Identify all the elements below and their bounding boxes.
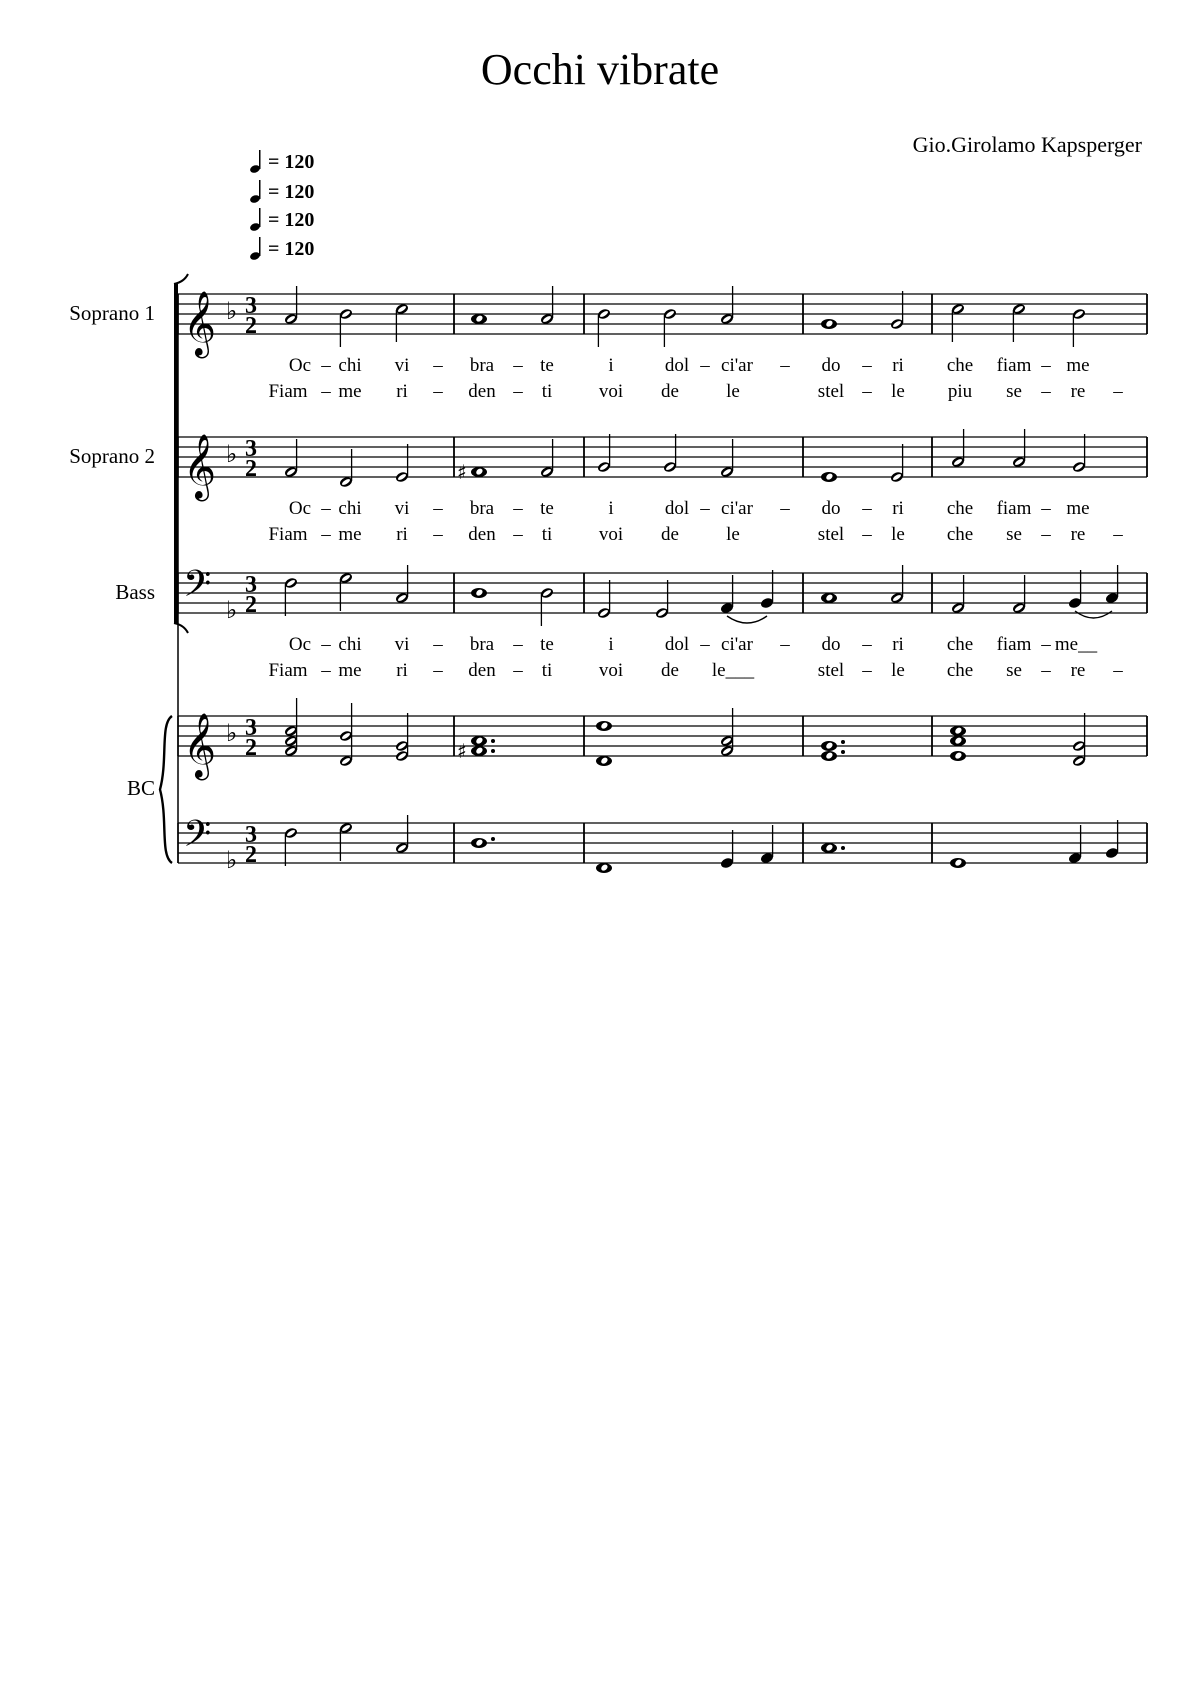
lyric-syllable: che — [946, 524, 974, 545]
lyric-syllable: – — [1113, 381, 1123, 402]
lyric-syllable: vi — [394, 355, 410, 376]
instrument-label-soprano1: Soprano 1 — [69, 301, 155, 325]
lyric-syllable: chi — [338, 634, 362, 655]
note — [284, 286, 299, 325]
lyric-syllable: fiam — [996, 498, 1032, 519]
lyric-syllable: den — [468, 381, 496, 402]
lyric-syllable: den — [468, 524, 496, 545]
bass-clef-icon: 𝄢 — [183, 563, 212, 614]
note — [395, 565, 410, 604]
lyric-syllable: dol — [664, 498, 690, 519]
lyric-syllable: de — [661, 381, 679, 402]
lyric-syllable: te — [540, 634, 554, 655]
lyric-syllable: – — [1041, 381, 1051, 402]
note — [284, 698, 299, 757]
lyric-syllable: – — [780, 634, 790, 655]
note — [284, 827, 299, 866]
staff-bc_bass — [178, 813, 1147, 874]
note — [395, 444, 410, 483]
flat-icon: ♭ — [226, 297, 238, 325]
note — [821, 593, 837, 603]
note — [339, 703, 354, 767]
lyric-syllable: vi — [394, 498, 410, 519]
lyric-syllable: – — [700, 355, 710, 376]
lyric-syllable: ci'ar — [721, 634, 753, 655]
note — [821, 843, 845, 853]
lyric-syllable: de — [661, 524, 679, 545]
note — [339, 572, 354, 611]
lyric-syllable: le — [891, 381, 905, 402]
lyric-syllable: me — [338, 381, 362, 402]
lyric-syllable: do — [821, 498, 841, 519]
lyric-syllable: – — [1041, 498, 1051, 519]
note — [1072, 308, 1087, 347]
note — [760, 825, 775, 864]
note — [890, 565, 905, 604]
lyric-syllable: – — [862, 355, 872, 376]
lyric-line — [268, 381, 1123, 402]
lyric-syllable: me — [1066, 355, 1090, 376]
staff-soprano2 — [178, 429, 1147, 545]
lyric-syllable: ci'ar — [721, 355, 753, 376]
note — [720, 575, 767, 623]
time-signature-numerator: 3 — [245, 572, 257, 598]
note — [663, 308, 678, 347]
lyric-syllable: ri — [892, 355, 904, 376]
score-title: Occhi vibrate — [480, 45, 720, 94]
lyric-syllable: – — [700, 498, 710, 519]
augmentation-dot — [841, 740, 845, 744]
lyric-line — [289, 498, 1090, 519]
note — [339, 449, 354, 488]
lyric-syllable: voi — [598, 381, 624, 402]
lyric-syllable: – — [862, 660, 872, 681]
lyric-syllable: stel — [817, 660, 845, 681]
lyric-syllable: le — [726, 381, 740, 402]
note — [821, 740, 845, 761]
lyric-syllable: Fiam — [268, 524, 308, 545]
lyric-syllable: – — [513, 660, 523, 681]
time-signature-numerator: 3 — [245, 822, 257, 848]
lyric-syllable: – — [433, 355, 443, 376]
augmentation-dot — [491, 749, 495, 753]
lyric-syllable: stel — [817, 524, 845, 545]
note — [950, 858, 966, 868]
note — [471, 588, 487, 598]
lyric-syllable: – — [1041, 524, 1051, 545]
note — [596, 721, 612, 766]
lyric-syllable: – — [700, 634, 710, 655]
lyric-syllable: ti — [541, 660, 553, 681]
lyric-syllable: te — [540, 355, 554, 376]
lyric-syllable: fiam — [996, 634, 1032, 655]
lyric-syllable: le___ — [711, 660, 755, 681]
lyric-syllable: le — [726, 524, 740, 545]
lyric-syllable: ri — [396, 381, 408, 402]
lyric-syllable: te — [540, 498, 554, 519]
note — [597, 308, 612, 347]
lyric-line — [268, 524, 1123, 545]
lyric-syllable: – — [433, 381, 443, 402]
sharp-icon: ♯ — [457, 739, 467, 763]
lyric-syllable: – — [1041, 660, 1051, 681]
lyric-line — [289, 355, 1090, 376]
lyric-syllable: le — [891, 524, 905, 545]
note — [395, 303, 410, 342]
lyric-syllable: do — [821, 355, 841, 376]
note — [720, 286, 735, 325]
composer-name: Gio.Girolamo Kapsperger — [912, 132, 1142, 157]
note — [951, 429, 966, 468]
note — [821, 319, 837, 329]
instrument-label-bass: Bass — [115, 580, 155, 604]
note — [890, 444, 905, 483]
lyric-syllable: – — [862, 381, 872, 402]
note — [1068, 825, 1083, 864]
flat-icon: ♭ — [226, 596, 238, 624]
time-signature-numerator: 3 — [245, 293, 257, 319]
time-signature-denominator: 2 — [245, 592, 257, 618]
lyric-syllable: Oc — [288, 355, 312, 376]
slur — [727, 616, 767, 623]
lyric-syllable: me__ — [1054, 634, 1098, 655]
lyric-syllable: dol — [664, 355, 690, 376]
note — [540, 587, 555, 626]
flat-icon: ♭ — [226, 846, 238, 874]
lyric-syllable: – — [862, 634, 872, 655]
note — [457, 460, 487, 484]
staff-bc_treble — [178, 698, 1147, 780]
lyric-syllable: – — [433, 634, 443, 655]
lyric-syllable: i — [608, 498, 614, 519]
lyric-syllable: – — [513, 355, 523, 376]
lyric-syllable: voi — [598, 660, 624, 681]
lyric-syllable: – — [1113, 660, 1123, 681]
lyric-syllable: i — [608, 355, 614, 376]
time-signature-numerator: 3 — [245, 436, 257, 462]
note — [1105, 565, 1120, 604]
note — [760, 570, 775, 609]
note — [395, 815, 410, 854]
lyric-syllable: Oc — [288, 634, 312, 655]
note — [284, 439, 299, 478]
note — [821, 472, 837, 482]
flat-icon: ♭ — [226, 719, 238, 747]
note — [951, 575, 966, 614]
note — [395, 713, 410, 762]
lyric-syllable: – — [862, 498, 872, 519]
lyric-syllable: re — [1070, 381, 1086, 402]
lyric-syllable: vi — [394, 634, 410, 655]
time-signature-denominator: 2 — [245, 735, 257, 761]
lyric-syllable: – — [433, 660, 443, 681]
tempo-value: = 120 — [268, 150, 315, 173]
lyric-syllable: – — [321, 660, 331, 681]
note — [457, 736, 495, 763]
bracket-bottom-hook — [174, 623, 188, 633]
lyric-syllable: den — [468, 660, 496, 681]
lyric-syllable: piu — [947, 381, 973, 402]
note — [720, 439, 735, 478]
lyric-syllable: chi — [338, 355, 362, 376]
lyric-syllable: – — [862, 524, 872, 545]
lyric-syllable: che — [946, 498, 974, 519]
note — [1012, 429, 1027, 468]
lyric-syllable: ri — [396, 524, 408, 545]
lyric-syllable: i — [608, 634, 614, 655]
note — [596, 863, 612, 873]
lyric-syllable: – — [321, 381, 331, 402]
note — [471, 314, 487, 324]
sharp-icon: ♯ — [457, 460, 467, 484]
note — [1072, 434, 1087, 473]
lyric-syllable: – — [1041, 355, 1051, 376]
lyric-syllable: Fiam — [268, 660, 308, 681]
bracket-top-hook — [174, 274, 188, 284]
piano-brace — [160, 716, 172, 863]
note — [1012, 303, 1027, 342]
lyric-syllable: – — [321, 498, 331, 519]
note — [540, 439, 555, 478]
time-signature-denominator: 2 — [245, 456, 257, 482]
note — [339, 308, 354, 347]
treble-clef-icon: 𝄞 — [183, 713, 217, 778]
lyric-syllable: re — [1070, 660, 1086, 681]
note — [951, 303, 966, 342]
lyric-syllable: stel — [817, 381, 845, 402]
lyric-syllable: de — [661, 660, 679, 681]
lyric-syllable: – — [1113, 524, 1123, 545]
note — [1068, 570, 1112, 618]
augmentation-dot — [841, 846, 845, 850]
staff-soprano1 — [178, 286, 1147, 402]
lyric-syllable: dol — [664, 634, 690, 655]
lyric-syllable: se — [1006, 381, 1022, 402]
lyric-syllable: me — [1066, 498, 1090, 519]
lyric-syllable: – — [321, 634, 331, 655]
lyric-syllable: – — [780, 355, 790, 376]
lyric-syllable: bra — [469, 634, 495, 655]
lyric-syllable: ri — [892, 498, 904, 519]
tempo-value: = 120 — [268, 237, 315, 260]
lyric-syllable: do — [821, 634, 841, 655]
note — [339, 822, 354, 861]
lyric-syllable: re — [1070, 524, 1086, 545]
lyric-syllable: ti — [541, 524, 553, 545]
note — [1072, 713, 1087, 767]
instrument-label-bc: BC — [126, 776, 155, 800]
lyric-syllable: se — [1006, 524, 1022, 545]
lyric-syllable: ti — [541, 381, 553, 402]
augmentation-dot — [491, 739, 495, 743]
instrument-label-soprano2: Soprano 2 — [69, 444, 155, 468]
staff-bass — [178, 563, 1147, 681]
note — [597, 434, 612, 473]
flat-icon: ♭ — [226, 440, 238, 468]
lyric-syllable: se — [1006, 660, 1022, 681]
lyric-syllable: ci'ar — [721, 498, 753, 519]
lyric-syllable: – — [513, 498, 523, 519]
treble-clef-icon: 𝄞 — [183, 434, 217, 499]
augmentation-dot — [841, 750, 845, 754]
lyric-syllable: me — [338, 524, 362, 545]
slur — [1075, 611, 1112, 618]
lyric-syllable: bra — [469, 355, 495, 376]
note — [1105, 820, 1120, 859]
lyric-syllable: – — [513, 634, 523, 655]
lyric-syllable: – — [513, 524, 523, 545]
time-signature-denominator: 2 — [245, 842, 257, 868]
lyric-syllable: bra — [469, 498, 495, 519]
lyric-syllable: – — [321, 355, 331, 376]
lyric-syllable: che — [946, 634, 974, 655]
lyric-syllable: voi — [598, 524, 624, 545]
note — [540, 286, 555, 325]
note — [720, 830, 735, 869]
note — [284, 577, 299, 616]
lyric-line — [289, 634, 1098, 655]
lyric-syllable: che — [946, 355, 974, 376]
lyric-syllable: – — [433, 524, 443, 545]
lyric-syllable: – — [780, 498, 790, 519]
lyric-syllable: ri — [396, 660, 408, 681]
lyric-syllable: Fiam — [268, 381, 308, 402]
note — [597, 580, 612, 619]
note — [950, 726, 966, 761]
lyric-syllable: ri — [892, 634, 904, 655]
lyric-syllable: fiam — [996, 355, 1032, 376]
tempo-value: = 120 — [268, 208, 315, 231]
note — [655, 580, 670, 619]
lyric-syllable: me — [338, 660, 362, 681]
lyric-syllable: – — [321, 524, 331, 545]
lyric-line — [268, 660, 1123, 681]
lyric-syllable: le — [891, 660, 905, 681]
bass-clef-icon: 𝄢 — [183, 813, 212, 864]
lyric-syllable: che — [946, 660, 974, 681]
lyric-syllable: chi — [338, 498, 362, 519]
lyric-syllable: – — [1041, 634, 1051, 655]
augmentation-dot — [491, 837, 495, 841]
lyric-syllable: – — [433, 498, 443, 519]
note — [890, 291, 905, 330]
lyric-syllable: Oc — [288, 498, 312, 519]
treble-clef-icon: 𝄞 — [183, 291, 217, 356]
note — [663, 434, 678, 473]
tempo-value: = 120 — [268, 180, 315, 203]
time-signature-denominator: 2 — [245, 313, 257, 339]
time-signature-numerator: 3 — [245, 715, 257, 741]
note — [1012, 575, 1027, 614]
lyric-syllable: – — [513, 381, 523, 402]
